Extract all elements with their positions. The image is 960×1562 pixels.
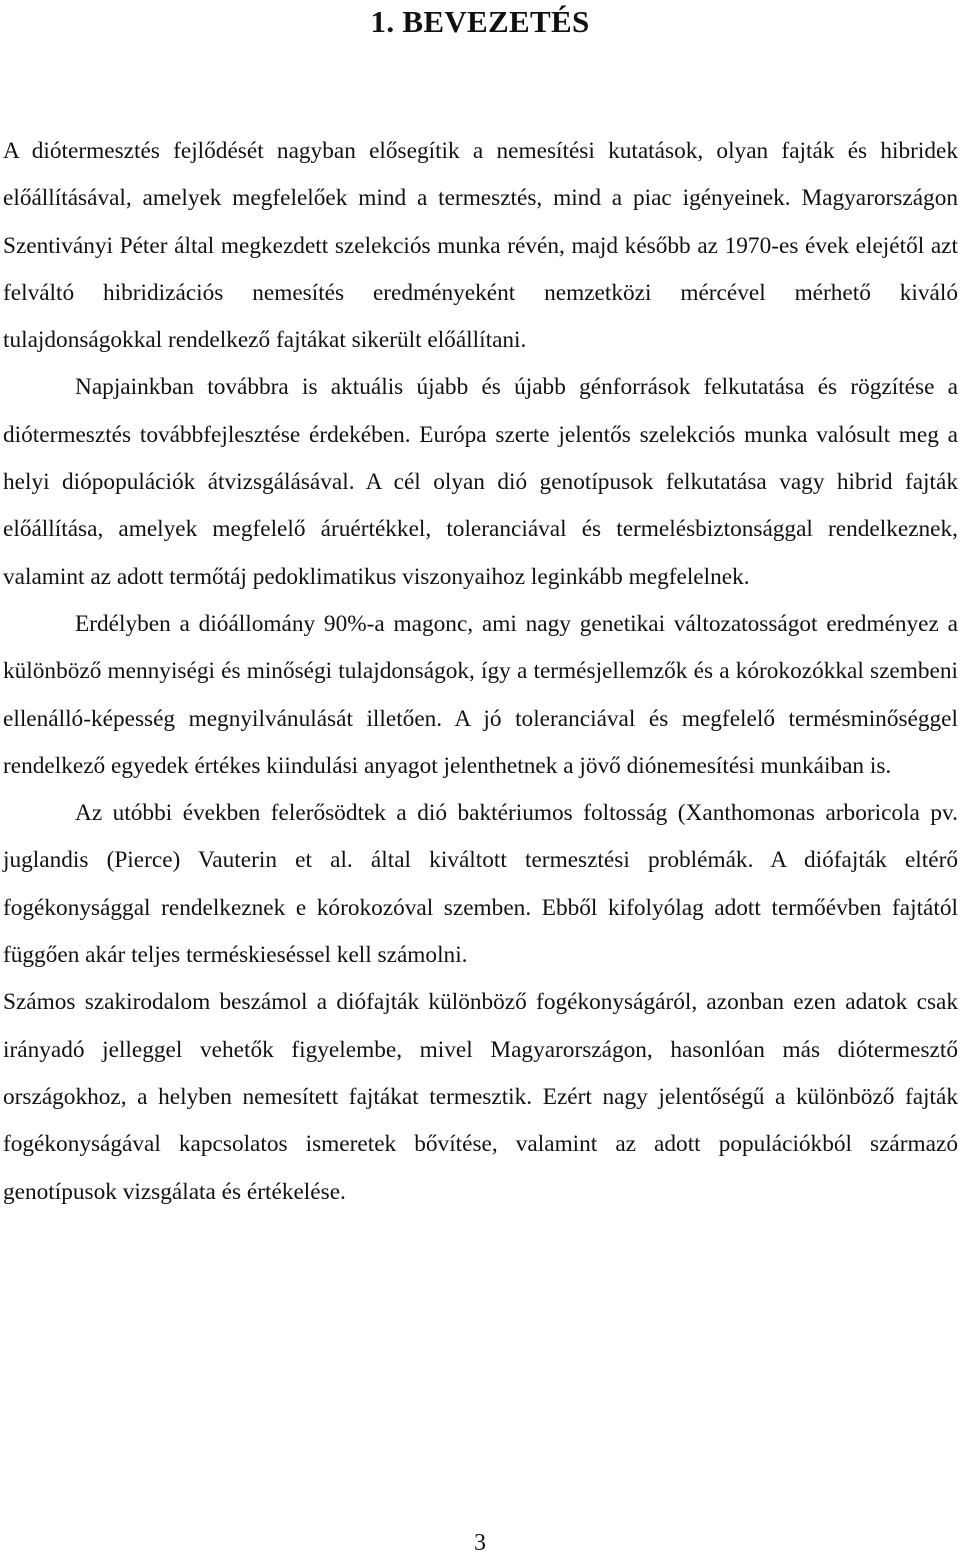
paragraph-literature: Számos szakirodalom beszámol a diófajták különböző fogékonyságáról, azonban ezen adatok csak irányadó jelleggel vehetők figyelembe, mivel Magyarországon, hasonlóan más diótermesztő országokhoz, a helyben nemesített fajtákat termesztik. Ezért nagy jelentőségű a különböző fajták fogékonyságával kapcsolatos ismeretek bővítése, valamint az adott populációkból származó genotípusok vizsgálata és értékelése. bbox=[3, 989, 958, 1205]
body-text bbox=[3, 128, 958, 1216]
page-number: 3 bbox=[474, 1530, 486, 1556]
section-heading: 1. BEVEZETÉS bbox=[370, 4, 590, 39]
paragraph-intro: A diótermesztés fejlődését nagyban elősegítik a nemesítési kutatások, olyan fajták és hibridek előállításával, amelyek megfelelőek mind a termesztés, mind a piac igényeinek. Magyarországon Szentiványi Péter által megkezdett szelekciós munka révén, majd később az 1970-es évek elejétől azt felváltó hibridizációs nemesítés eredményeként nemzetközi mércével mérhető kiváló tulajdonságokkal rendelkező fajtákat sikerült előállítani. bbox=[3, 138, 958, 354]
paragraph-transylvania: Erdélyben a dióállomány 90%-a magonc, ami nagy genetikai változatosságot eredményez a különböző mennyiségi és minőségi tulajdonságok, így a termésjellemzők és a kórokozókkal szembeni ellenálló-képesség megnyilvánulását illetően. A jó toleranciával és megfelelő termésminőséggel rendelkező egyedek értékes kiindulási anyagot jelenthetnek a jövő diónemesítési munkáiban is. bbox=[3, 610, 958, 779]
paragraph-bacterial-blight: Az utóbbi években felerősödtek a dió baktériumos foltosság (Xanthomonas arboricola pv. juglandis (Pierce) Vauterin et al. által kiváltott termesztési problémák. A diófajták eltérő fogékonysággal rendelkeznek e kórokozóval szemben. Ebből kifolyólag adott termőévben fajtától függően akár teljes terméskieséssel kell számolni. bbox=[3, 800, 958, 969]
paragraph-genetic-resources: Napjainkban továbbra is aktuális újabb és újabb génforrások felkutatása és rögzítése a diótermesztés továbbfejlesztése érdekében. Európa szerte jelentős szelekciós munka valósult meg a helyi diópopulációk átvizsgálásával. A cél olyan dió genotípusok felkutatása vagy hibrid fajták előállítása, amelyek megfelelő áruértékkel, toleranciával és termelésbiztonsággal rendelkeznek, valamint az adott termőtáj pedoklimatikus viszonyaihoz leginkább megfelelnek. bbox=[3, 374, 958, 590]
